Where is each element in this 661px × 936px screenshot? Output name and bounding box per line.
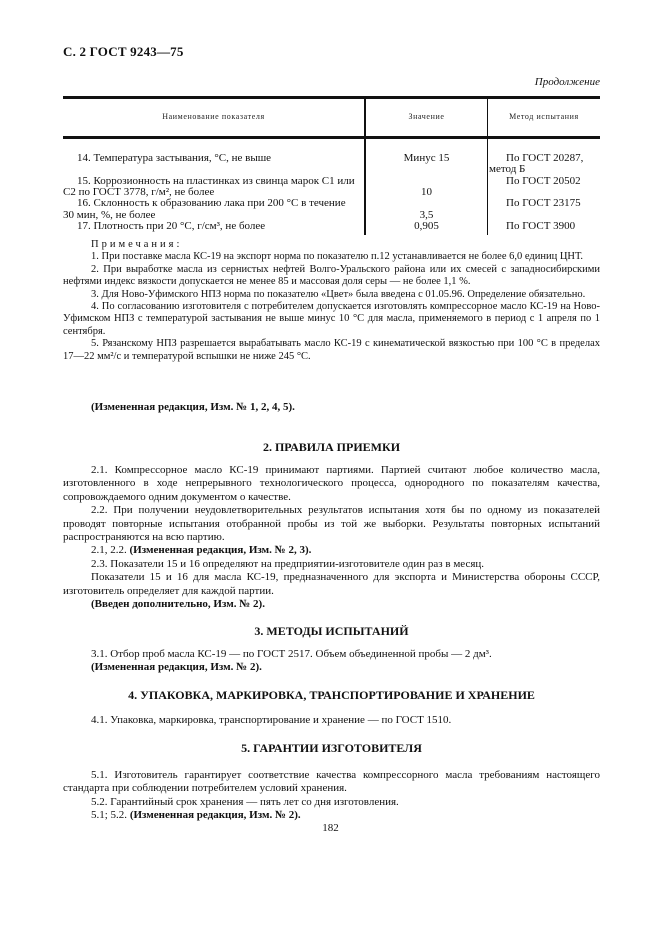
page-number: 182 [322, 822, 339, 834]
note-item: 3. Для Ново-Уфимского НПЗ норма по показателю «Цвет» была введена с 01.05.96. Определение обязательно. [91, 288, 586, 300]
table-header-rule [63, 136, 600, 139]
column-header-name: Наименование показателя [162, 112, 265, 121]
properties-table [63, 96, 600, 235]
paragraph-ref: 2.1, 2.2. [91, 544, 130, 557]
paragraph: 3.1. Отбор проб масла КС-19 — по ГОСТ 2517. Объем объединенной пробы — 2 дм³. [91, 648, 492, 660]
table-row-name: 17. Плотность при 20 °С, г/см³, не более [77, 220, 266, 232]
paragraph: 2.2. При получении неудовлетворительных результатов испытания хотя бы по одному из показателей проводят повторные испытания отобранной пробы из той же выборки. Результаты повторных испытаний распространяются на всю партию. [63, 504, 600, 544]
page-header: С. 2 ГОСТ 9243—75 [63, 44, 184, 59]
paragraph: 5.1. Изготовитель гарантирует соответствие качества компрессорного масла требованиям настоящего стандарта при соблюдении потребителем условий хранения. [63, 769, 600, 795]
paragraph-ref: 5.1; 5.2. [91, 809, 130, 822]
section-title-guarantees: 5. ГАРАНТИИ ИЗГОТОВИТЕЛЯ [241, 741, 422, 755]
notes-block [63, 239, 600, 363]
continuation-label: Продолжение [534, 76, 600, 88]
table-row-name: 16. Склонность к образованию лака при 200 °С в течение [77, 197, 346, 209]
table-row-method: метод Б [489, 163, 526, 175]
table-top-rule [63, 96, 600, 99]
table-row-method: По ГОСТ 20502 [506, 175, 581, 187]
column-header-method: Метод испытания [509, 112, 579, 121]
table-row-method: По ГОСТ 20287, [506, 152, 584, 164]
section-test-methods-body [63, 648, 600, 675]
table-row-value: Минус 15 [403, 152, 450, 164]
note-item: 5. Рязанскому НПЗ разрешается вырабатывать масло КС-19 с кинематической вязкостью при 100 °С в пределах 17—22 мм²/с и температурой вспышки не ниже 245 °С. [63, 338, 600, 362]
table-row-name: 14. Температура застывания, °С, не выше [77, 152, 272, 164]
table-row-name: 30 мин, %, не более [63, 209, 156, 221]
table-row-value: 0,905 [414, 220, 439, 232]
table-row-method: По ГОСТ 23175 [506, 197, 581, 209]
notes-revision: (Измененная редакция, Изм. № 1, 2, 4, 5). [91, 401, 295, 413]
table-row-value: 10 [421, 186, 432, 198]
note-item: 4. По согласованию изготовителя с потребителем допускается изготовлять компрессорное масло КС-19 на Ново-Уфимском НПЗ с температурой застывания не выше минус 10 °С для масла, применяемого в период с 1 апреля по 1 сентября. [63, 301, 600, 337]
table-row-name: 15. Коррозионность на пластинках из свинца марок С1 или [77, 175, 355, 187]
section-title-acceptance: 2. ПРАВИЛА ПРИЕМКИ [262, 440, 401, 454]
table-row-value: 3,5 [419, 209, 434, 221]
paragraph [63, 544, 600, 557]
column-header-value: Значение [408, 112, 445, 121]
section-guarantees-body [63, 769, 600, 823]
paragraph: 5.2. Гарантийный срок хранения — пять лет со дня изготовления. [91, 795, 399, 808]
section-title-packaging: 4. УПАКОВКА, МАРКИРОВКА, ТРАНСПОРТИРОВАНИЕ И ХРАНЕНИЕ [128, 688, 535, 702]
section-title-test-methods: 3. МЕТОДЫ ИСПЫТАНИЙ [254, 624, 409, 638]
paragraph: 4.1. Упаковка, маркировка, транспортирование и хранение — по ГОСТ 1510. [91, 714, 452, 726]
paragraph [63, 809, 600, 822]
note-item: 1. При поставке масла КС-19 на экспорт норма по показателю п.12 устанавливается не более 6,0 единиц ЦНТ. [91, 251, 583, 263]
table-row-method: По ГОСТ 3900 [506, 220, 576, 232]
revision-note: (Измененная редакция, Изм. № 2). [129, 809, 301, 822]
note-item: 2. При выработке масла из сернистых нефтей Волго-Уральского района или их смесей с западносибирскими нефтями индекс вязкости допускается не менее 85 и массовая доля серы — не более 1,1 %. [63, 263, 600, 288]
notes-heading: Примечания: [91, 239, 183, 250]
paragraph: 2.3. Показатели 15 и 16 определяют на предприятии-изготовителе один раз в месяц. [91, 557, 485, 570]
revision-note: (Введен дополнительно, Изм. № 2). [91, 598, 265, 611]
section-acceptance-body [63, 464, 600, 611]
revision-note: (Измененная редакция, Изм. № 2). [91, 661, 262, 674]
section-packaging-body [63, 714, 600, 727]
revision-note: (Измененная редакция, Изм. № 2, 3). [129, 544, 312, 557]
table-row-name: С2 по ГОСТ 3778, г/м², не более [63, 186, 215, 198]
paragraph: Показатели 15 и 16 для масла КС-19, предназначенного для экспорта и Министерства обороны СССР, изготовитель определяет для каждой партии. [63, 571, 600, 597]
paragraph: 2.1. Компрессорное масло КС-19 принимают партиями. Партией считают любое количество масла, изготовленного в ходе непрерывного технологического процесса, однородного по показателям качества, сопровождаемого одним документом о качестве. [63, 464, 600, 503]
